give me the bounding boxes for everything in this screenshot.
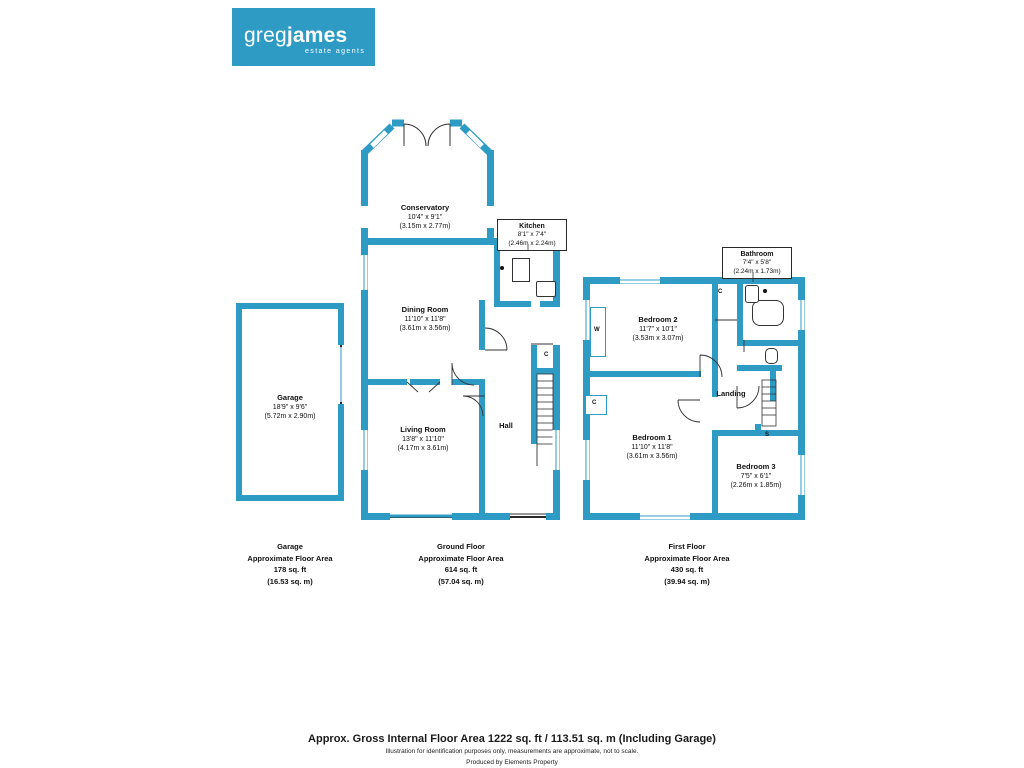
- store-label: S: [765, 432, 770, 438]
- first-summary-ft: 430 sq. ft: [670, 565, 704, 575]
- bathroom-imperial: 7'4" x 5'8": [742, 259, 772, 267]
- conservatory-imperial: 10'4" x 9'1": [407, 213, 443, 221]
- kitchen-imperial: 8'1" x 7'4": [517, 231, 547, 239]
- label-leader-lines: [528, 244, 753, 282]
- cupboard-hall-label: C: [544, 352, 549, 358]
- staircase-first: [762, 380, 776, 426]
- cupboard-landing-label: C: [718, 289, 723, 295]
- first-summary-m: (39.94 sq. m): [664, 576, 710, 586]
- ground-summary-sub: Approximate Floor Area: [418, 553, 504, 563]
- bed1-imperial: 11'10" x 11'8": [631, 443, 673, 451]
- door-swings-ground: [452, 328, 553, 514]
- logo-name-part1: greg: [244, 24, 287, 47]
- floor-summary-first: [624, 541, 750, 588]
- bed1-metric: (3.61m x 3.56m): [626, 453, 678, 461]
- garage-metric: (5.72m x 2.90m): [264, 413, 316, 421]
- conservatory-metric: (3.15m x 2.77m): [399, 223, 451, 231]
- logo-name-part2: james: [286, 24, 348, 47]
- disclaimer-text: Illustration for identification purposes only, measurements are approximate, not to scale.: [385, 748, 639, 755]
- conservatory-name: Conservatory: [400, 203, 450, 212]
- kitchen-metric: (2.46m x 2.24m): [508, 239, 556, 247]
- bed1-name: Bedroom 1: [632, 433, 672, 442]
- dining-name: Dining Room: [401, 305, 449, 314]
- landing-name: Landing: [716, 389, 746, 398]
- bed2-metric: (3.53m x 3.07m): [632, 335, 684, 343]
- bed3-imperial: 7'5" x 6'1": [740, 472, 772, 480]
- window-openings: [300, 255, 801, 516]
- garage-summary-m: (16.53 sq. m): [267, 576, 313, 586]
- hall-name: Hall: [499, 421, 513, 430]
- first-summary-sub: Approximate Floor Area: [644, 553, 730, 563]
- kitchen-name: Kitchen: [519, 223, 545, 230]
- bed2-imperial: 11'7" x 10'1": [639, 325, 677, 333]
- ground-summary-ft: 614 sq. ft: [444, 565, 478, 575]
- staircase-ground: [537, 374, 553, 444]
- logo-tagline: estate agents: [305, 48, 366, 55]
- living-name: Living Room: [400, 425, 446, 434]
- wardrobe-label: W: [594, 327, 600, 333]
- door-swings-first: [678, 320, 759, 422]
- bed3-name: Bedroom 3: [736, 462, 776, 471]
- bathroom-metric: (2.24m x 1.73m): [733, 267, 781, 275]
- bathroom-name: Bathroom: [740, 251, 774, 258]
- total-area-text: Approx. Gross Internal Floor Area 1222 sq. ft / 113.51 sq. m (Including Garage): [308, 733, 716, 745]
- floor-summary-ground: [398, 541, 524, 588]
- bed2-name: Bedroom 2: [638, 315, 678, 324]
- garage-summary-sub: Approximate Floor Area: [247, 553, 333, 563]
- dining-imperial: 11'10" x 11'8": [404, 315, 446, 323]
- bed3-metric: (2.26m x 1.85m): [730, 482, 782, 490]
- producer-text: Produced by Elements Property: [466, 759, 558, 766]
- floor-summary-garage: [230, 541, 350, 588]
- first-summary-title: First Floor: [668, 542, 706, 551]
- ground-summary-m: (57.04 sq. m): [438, 576, 484, 586]
- conservatory-french-doors: [404, 124, 450, 146]
- living-imperial: 13'8" x 11'10": [402, 435, 444, 443]
- garage-name: Garage: [277, 393, 303, 402]
- garage-summary-title: Garage: [277, 542, 303, 551]
- cupboard-bed1-label: C: [592, 400, 597, 406]
- ground-summary-title: Ground Floor: [437, 542, 485, 551]
- garage-imperial: 18'9" x 9'6": [272, 403, 308, 411]
- garage-summary-ft: 178 sq. ft: [273, 565, 307, 575]
- dining-metric: (3.61m x 3.56m): [399, 325, 451, 333]
- living-metric: (4.17m x 3.61m): [397, 445, 449, 453]
